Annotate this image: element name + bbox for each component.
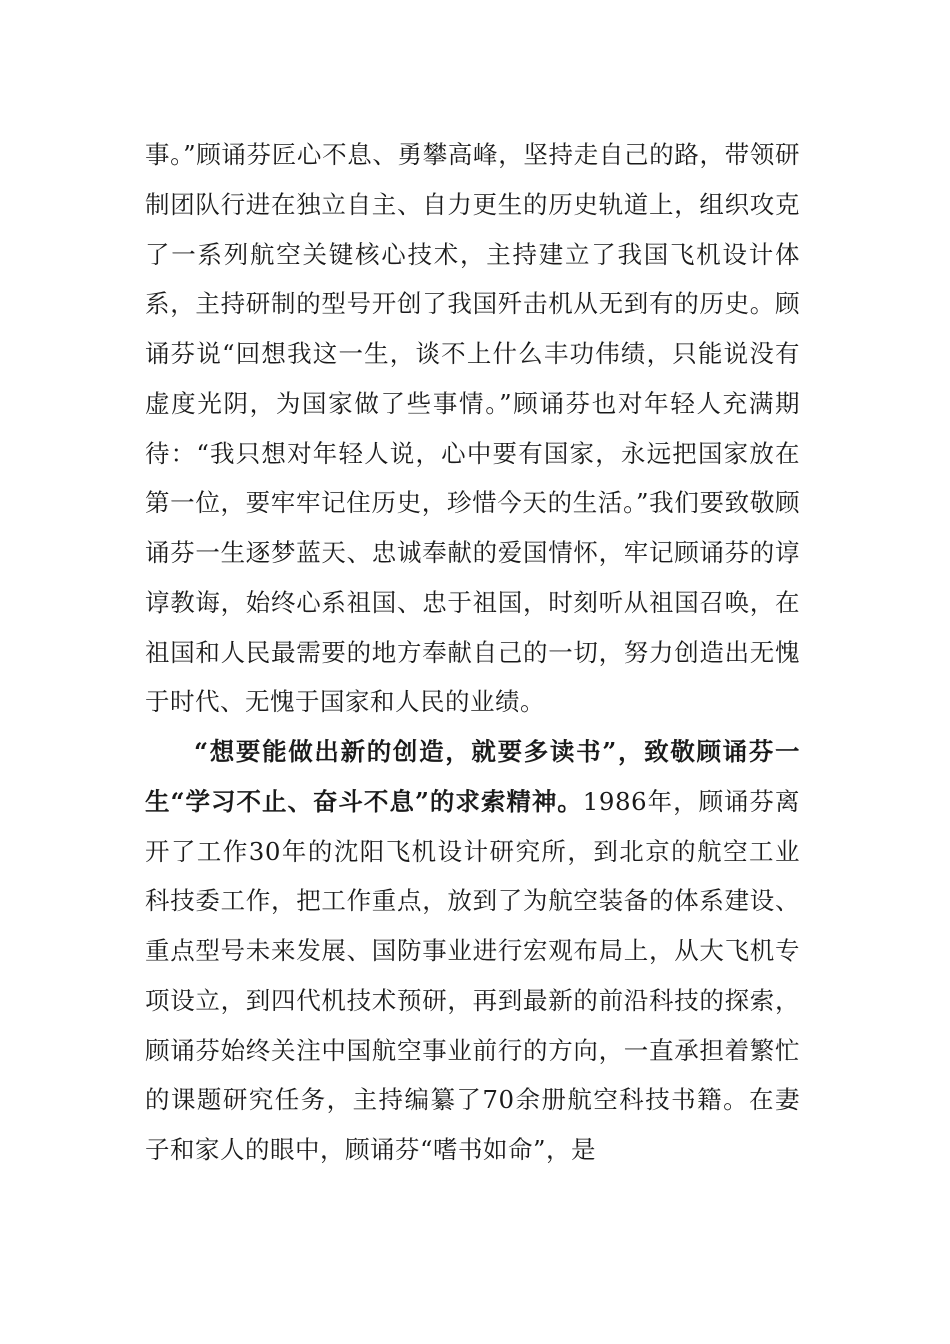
document-body [145,130,800,1175]
paragraph-2-heading: “想要能做出新的创造，就要多读书”，致敬顾诵芬一生“学习不止、奋斗不息”的求索精神。 [145,737,800,816]
paragraph-study-spirit [145,727,800,1175]
paragraph-2-body: 1986年，顾诵芬离开了工作30年的沈阳飞机设计研究所，到北京的航空工业科技委工作，把工作重点，放到了为航空装备的体系建设、重点型号未来发展、国防事业进行宏观布局上，从大飞机专项设立，到四代机技术预研，再到最新的前沿科技的探索，顾诵芬始终关注中国航空事业前行的方向，一直承担着繁忙的课题研究任务，主持编纂了70余册航空科技书籍。在妻子和家人的眼中，顾诵芬“嗜书如命”，是 [145,786,800,1164]
paragraph-continuation [145,130,800,727]
paragraph-1-text: 事。”顾诵芬匠心不息、勇攀高峰，坚持走自己的路，带领研制团队行进在独立自主、自力更生的历史轨道上，组织攻克了一系列航空关键核心技术，主持建立了我国飞机设计体系，主持研制的型号开创了我国歼击机从无到有的历史。顾诵芬说“回想我这一生，谈不上什么丰功伟绩，只能说没有虚度光阴，为国家做了些事情。”顾诵芬也对年轻人充满期待：“我只想对年轻人说，心中要有国家，永远把国家放在第一位，要牢牢记住历史，珍惜今天的生活。”我们要致敬顾诵芬一生逐梦蓝天、忠诚奉献的爱国情怀，牢记顾诵芬的谆谆教诲，始终心系祖国、忠于祖国，时刻听从祖国召唤，在祖国和人民最需要的地方奉献自己的一切，努力创造出无愧于时代、无愧于国家和人民的业绩。 [145,140,800,717]
